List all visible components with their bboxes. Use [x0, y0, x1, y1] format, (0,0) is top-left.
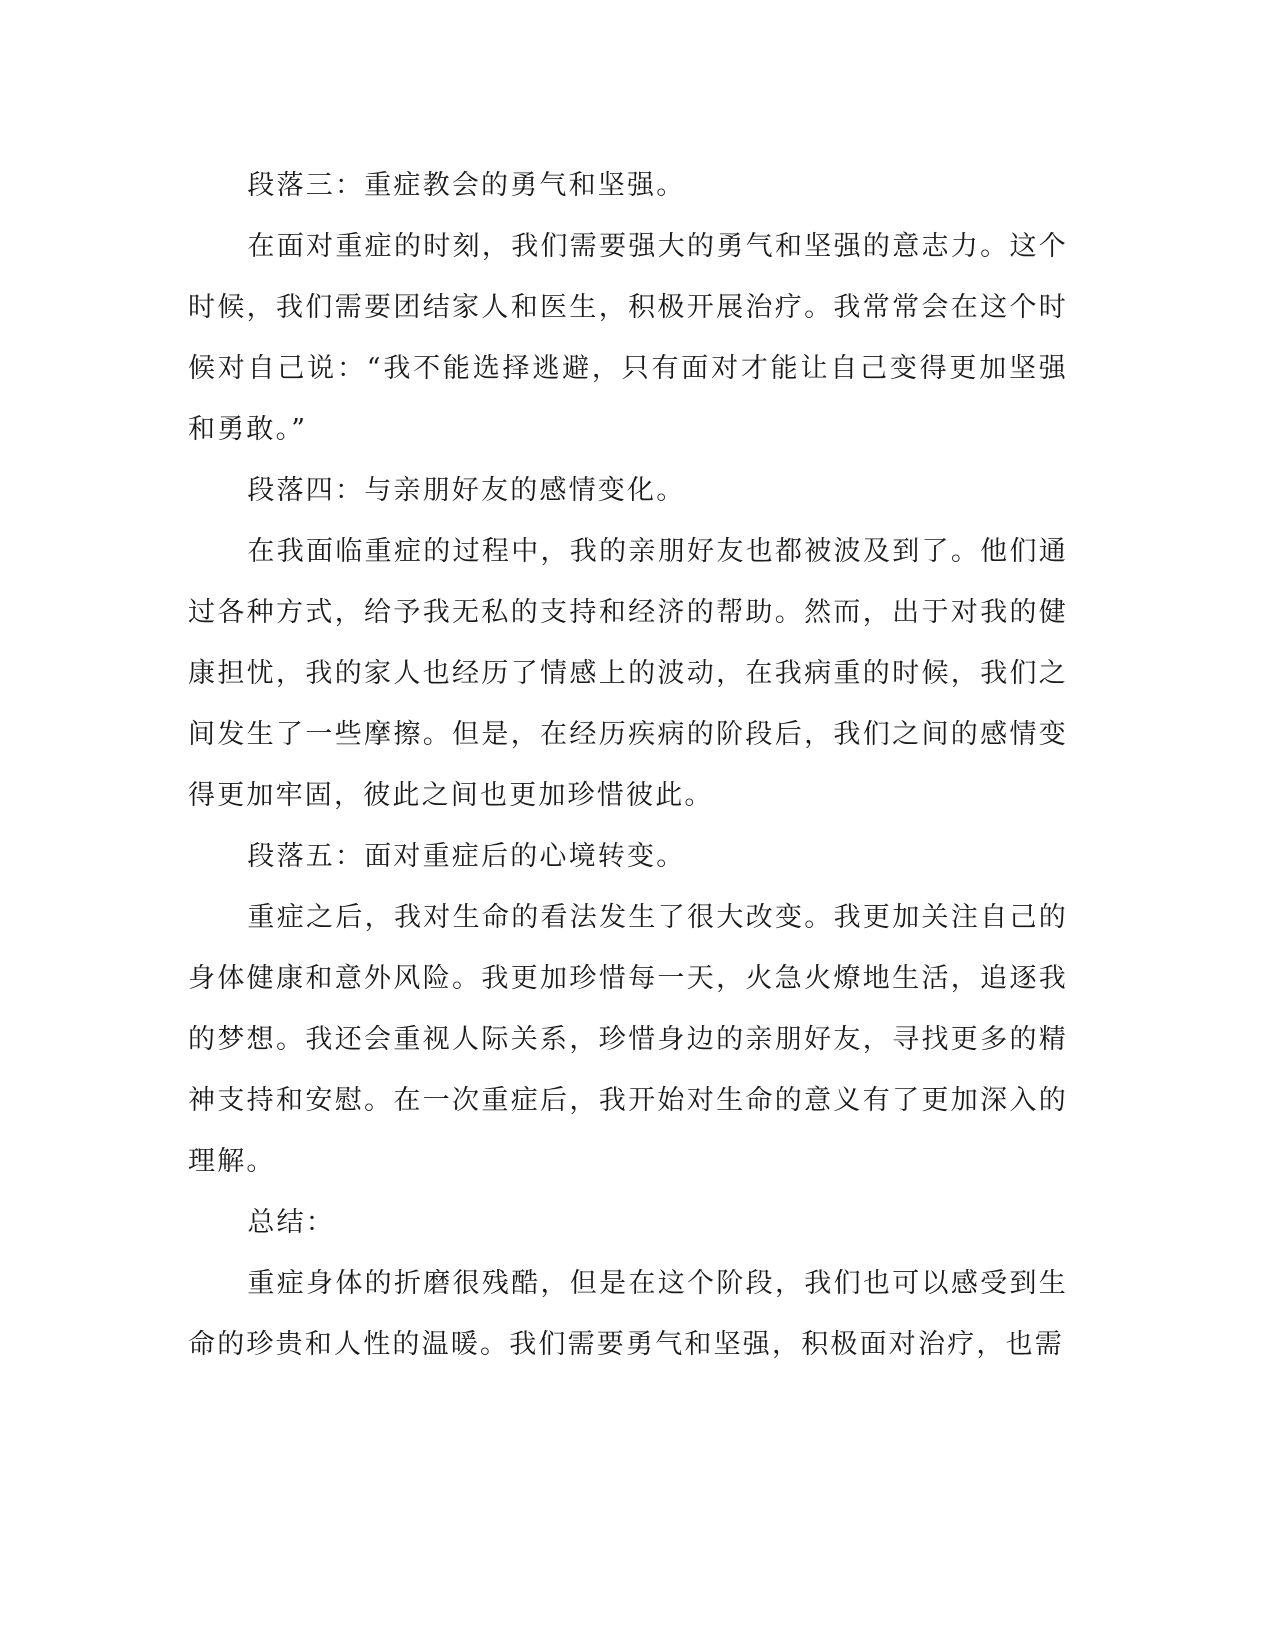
paragraph: 重症之后，我对生命的看法发生了很大改变。我更加关注自己的身体健康和意外风险。我更加珍惜每一天，火急火燎地生活，追逐我的梦想。我还会重视人际关系，珍惜身边的亲朋好友，寻找更多的精神支持和安慰。在一次重症后，我开始对生命的意义有了更加深入的理解。: [188, 902, 1068, 1177]
paragraph: 在我面临重症的过程中，我的亲朋好友也都被波及到了。他们通过各种方式，给予我无私的支持和经济的帮助。然而，出于对我的健康担忧，我的家人也经历了情感上的波动，在我病重的时候，我们之间发生了一些摩擦。但是，在经历疾病的阶段后，我们之间的感情变得更加牢固，彼此之间也更加珍惜彼此。: [188, 536, 1068, 811]
paragraph: 在面对重症的时刻，我们需要强大的勇气和坚强的意志力。这个时候，我们需要团结家人和医生，积极开展治疗。我常常会在这个时候对自己说：“我不能选择逃避，只有面对才能让自己变得更加坚强和勇敢。”: [188, 231, 1068, 445]
section-heading-4: 段落四：与亲朋好友的感情变化。: [247, 475, 686, 506]
document-body: [188, 155, 1068, 1375]
paragraph: 重症身体的折磨很残酷，但是在这个阶段，我们也可以感受到生命的珍贵和人性的温暖。我们需要勇气和坚强，积极面对治疗，也需: [188, 1268, 1068, 1360]
section-heading-3: 段落三：重症教会的勇气和坚强。: [247, 170, 686, 201]
section-heading-5: 段落五：面对重症后的心境转变。: [247, 841, 686, 872]
summary-heading: 总结：: [247, 1207, 335, 1238]
